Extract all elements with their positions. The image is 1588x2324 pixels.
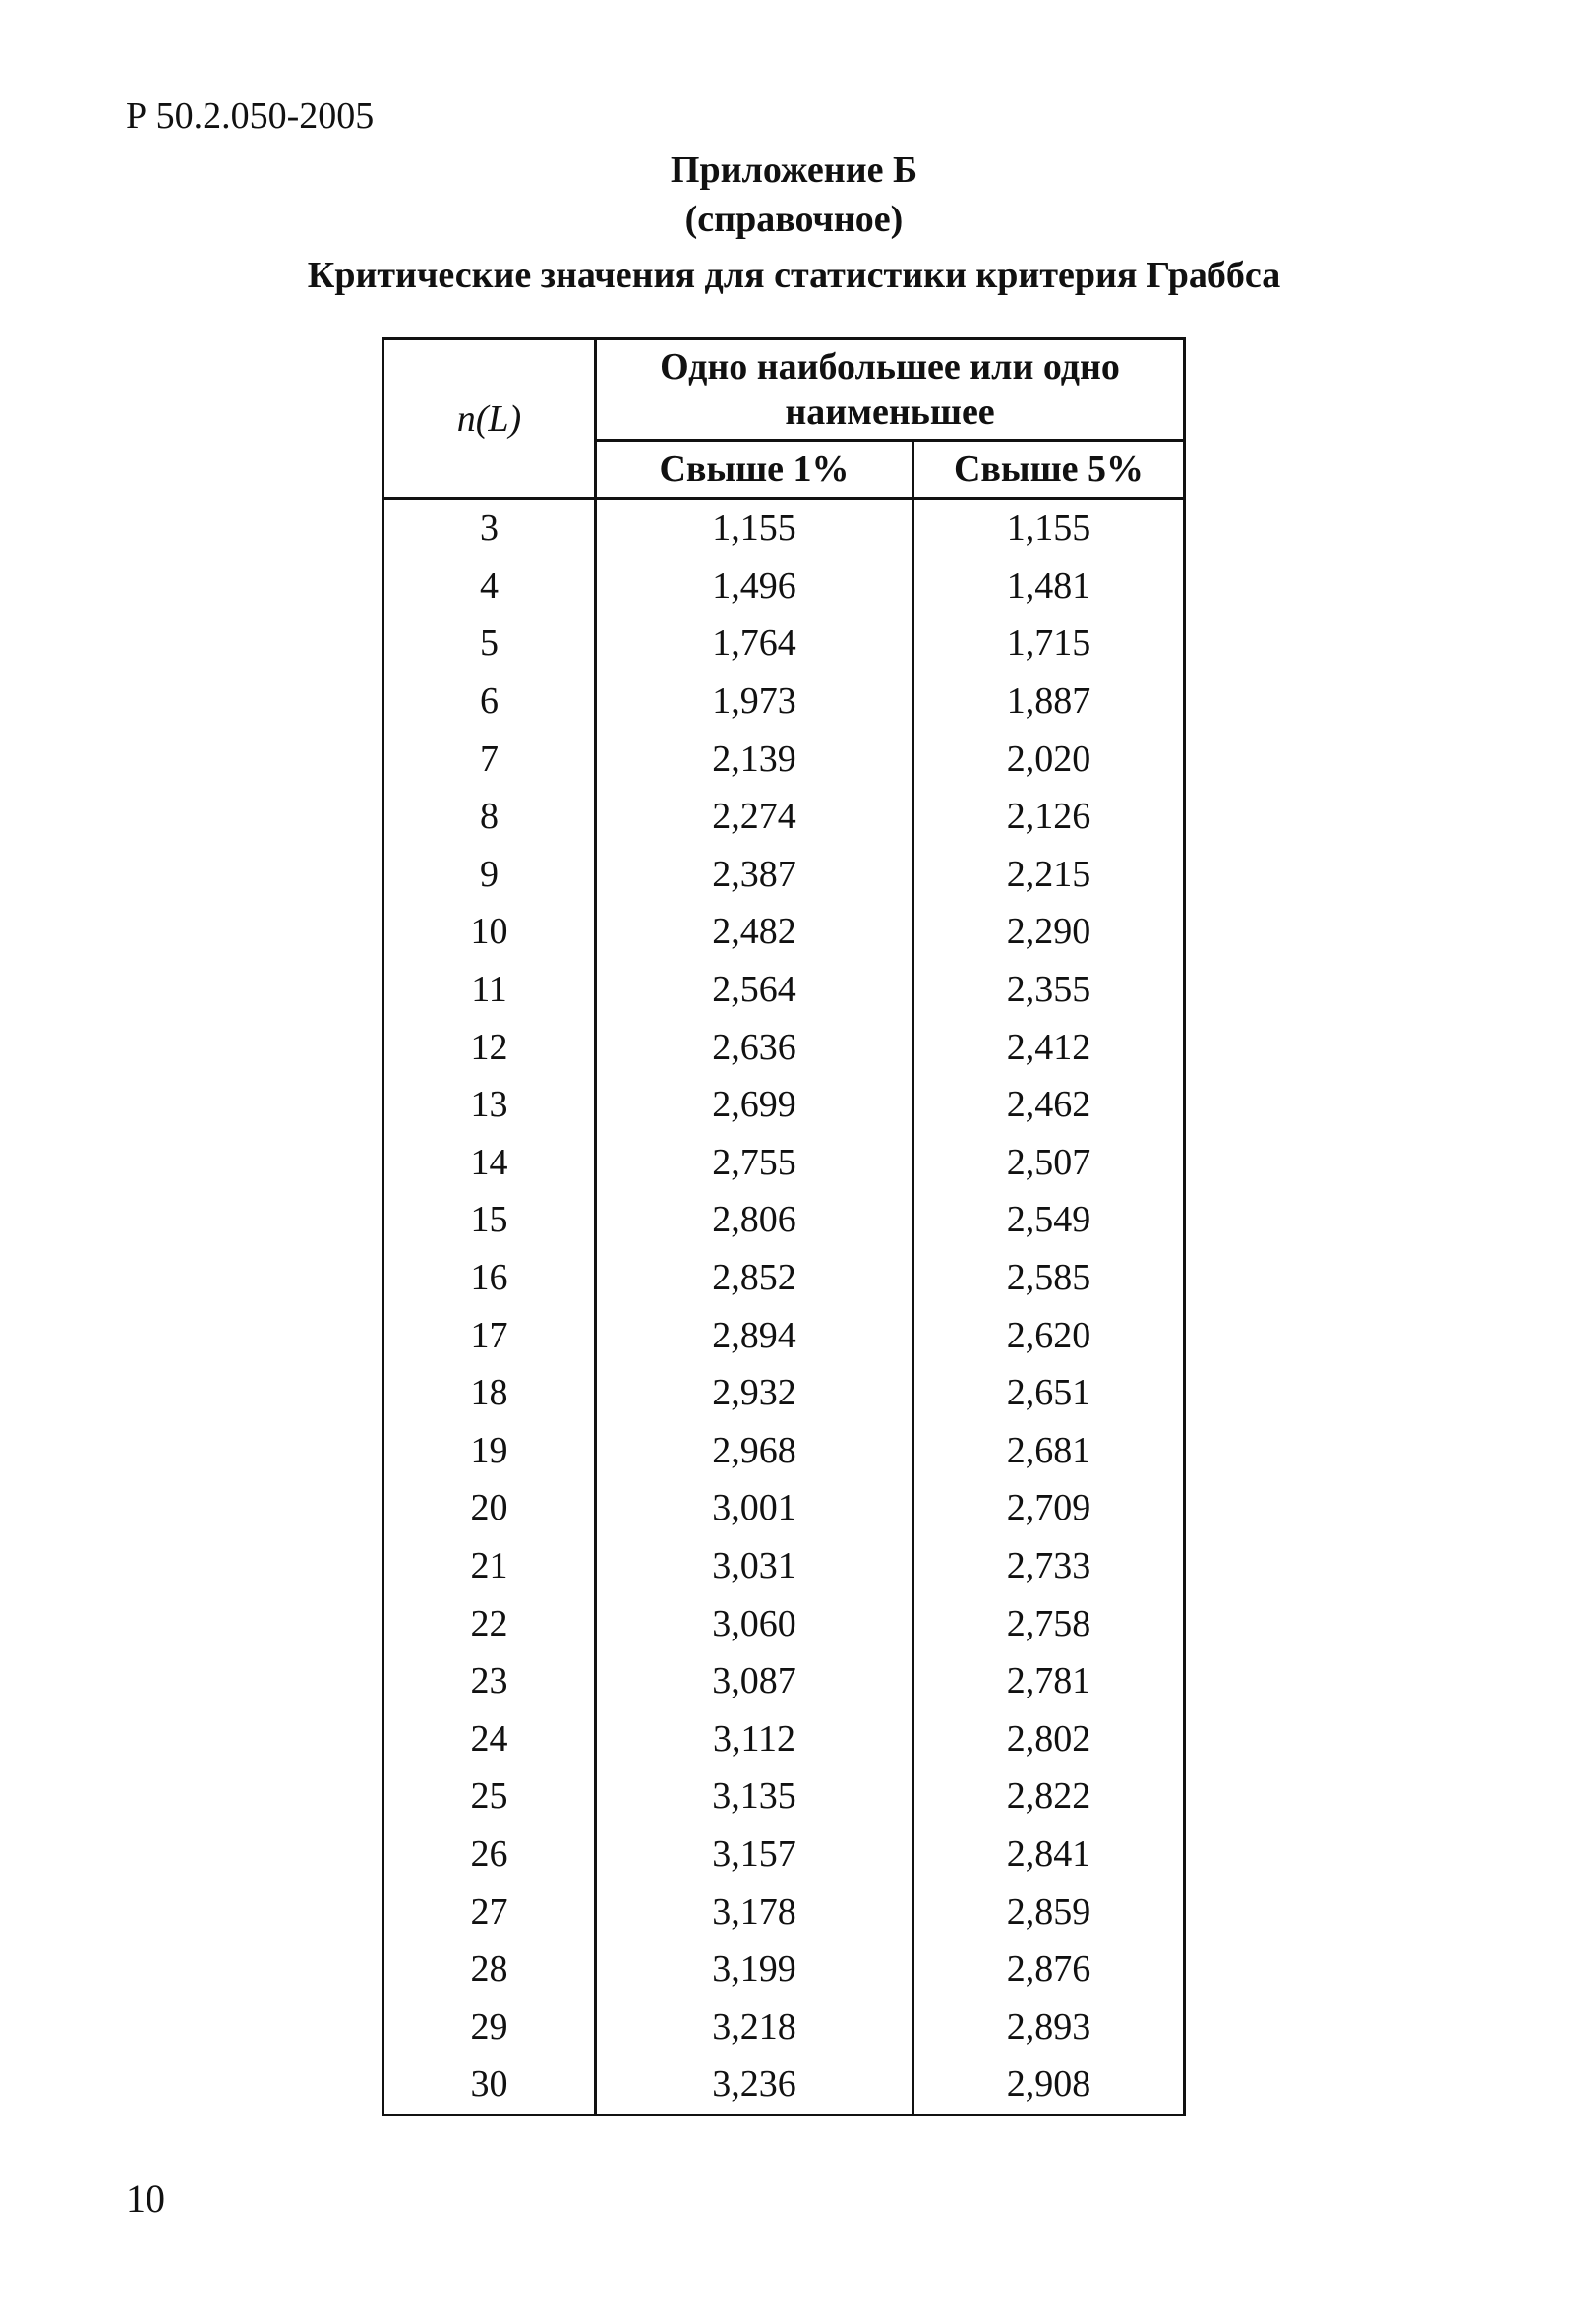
table-row xyxy=(383,673,1185,731)
cell-5pct: 2,681 xyxy=(913,1422,1185,1480)
cell-5pct: 2,462 xyxy=(913,1076,1185,1134)
table-row xyxy=(383,558,1185,616)
cell-1pct: 2,806 xyxy=(596,1191,913,1249)
cell-1pct: 1,155 xyxy=(596,499,913,558)
cell-1pct: 2,932 xyxy=(596,1364,913,1422)
cell-1pct: 2,482 xyxy=(596,903,913,961)
table-caption: Критические значения для статистики критерия Граббса xyxy=(307,255,1281,296)
cell-1pct: 3,178 xyxy=(596,1882,913,1940)
table-row xyxy=(383,846,1185,904)
cell-5pct: 2,781 xyxy=(913,1652,1185,1710)
cell-n: 9 xyxy=(383,846,596,904)
table-row xyxy=(383,961,1185,1019)
table-row xyxy=(383,615,1185,673)
cell-n: 10 xyxy=(383,903,596,961)
cell-5pct: 2,893 xyxy=(913,1997,1185,2056)
cell-1pct: 3,135 xyxy=(596,1767,913,1825)
cell-n: 19 xyxy=(383,1422,596,1480)
cell-n: 22 xyxy=(383,1594,596,1652)
table-row xyxy=(383,1076,1185,1134)
cell-n: 24 xyxy=(383,1709,596,1767)
cell-n: 14 xyxy=(383,1134,596,1192)
column-group-header: Одно наибольшее или одно наименьшее xyxy=(596,339,1185,441)
cell-1pct: 2,852 xyxy=(596,1249,913,1307)
cell-5pct: 1,715 xyxy=(913,615,1185,673)
cell-5pct: 1,887 xyxy=(913,673,1185,731)
cell-n: 12 xyxy=(383,1018,596,1076)
cell-5pct: 2,758 xyxy=(913,1594,1185,1652)
cell-5pct: 2,908 xyxy=(913,2056,1185,2115)
cell-n: 25 xyxy=(383,1767,596,1825)
cell-5pct: 2,215 xyxy=(913,846,1185,904)
cell-5pct: 2,802 xyxy=(913,1709,1185,1767)
table-row xyxy=(383,1997,1185,2056)
cell-5pct: 2,859 xyxy=(913,1882,1185,1940)
table-row xyxy=(383,1882,1185,1940)
cell-n: 6 xyxy=(383,673,596,731)
cell-1pct: 3,112 xyxy=(596,1709,913,1767)
column-header-5pct: Свыше 5% xyxy=(913,441,1185,499)
cell-1pct: 2,755 xyxy=(596,1134,913,1192)
cell-1pct: 2,968 xyxy=(596,1422,913,1480)
cell-5pct: 2,355 xyxy=(913,961,1185,1019)
cell-n: 28 xyxy=(383,1940,596,1998)
cell-n: 16 xyxy=(383,1249,596,1307)
cell-n: 26 xyxy=(383,1825,596,1883)
cell-5pct: 2,020 xyxy=(913,730,1185,788)
column-header-n: n(L) xyxy=(383,339,596,499)
cell-5pct: 2,507 xyxy=(913,1134,1185,1192)
cell-5pct: 2,549 xyxy=(913,1191,1185,1249)
cell-n: 29 xyxy=(383,1997,596,2056)
cell-1pct: 3,001 xyxy=(596,1479,913,1537)
appendix-heading xyxy=(0,146,1588,244)
cell-1pct: 2,564 xyxy=(596,961,913,1019)
cell-n: 30 xyxy=(383,2056,596,2115)
cell-5pct: 1,481 xyxy=(913,558,1185,616)
table-row xyxy=(383,1652,1185,1710)
cell-1pct: 3,218 xyxy=(596,1997,913,2056)
table-row xyxy=(383,499,1185,558)
cell-n: 3 xyxy=(383,499,596,558)
table-row xyxy=(383,1825,1185,1883)
cell-n: 15 xyxy=(383,1191,596,1249)
cell-n: 4 xyxy=(383,558,596,616)
cell-n: 27 xyxy=(383,1882,596,1940)
grubbs-critical-values-table xyxy=(382,337,1186,2116)
cell-5pct: 2,822 xyxy=(913,1767,1185,1825)
cell-n: 11 xyxy=(383,961,596,1019)
cell-5pct: 2,620 xyxy=(913,1306,1185,1364)
table-row xyxy=(383,1537,1185,1595)
table-row xyxy=(383,1306,1185,1364)
cell-1pct: 3,031 xyxy=(596,1537,913,1595)
cell-1pct: 2,139 xyxy=(596,730,913,788)
table-body xyxy=(383,499,1185,2115)
cell-n: 13 xyxy=(383,1076,596,1134)
table-row xyxy=(383,1134,1185,1192)
cell-5pct: 2,709 xyxy=(913,1479,1185,1537)
table-row xyxy=(383,788,1185,846)
cell-1pct: 2,274 xyxy=(596,788,913,846)
document-code: Р 50.2.050-2005 xyxy=(126,95,375,137)
cell-n: 7 xyxy=(383,730,596,788)
cell-5pct: 2,126 xyxy=(913,788,1185,846)
cell-n: 17 xyxy=(383,1306,596,1364)
cell-5pct: 2,412 xyxy=(913,1018,1185,1076)
cell-5pct: 2,733 xyxy=(913,1537,1185,1595)
cell-1pct: 3,060 xyxy=(596,1594,913,1652)
cell-n: 21 xyxy=(383,1537,596,1595)
cell-5pct: 2,651 xyxy=(913,1364,1185,1422)
page-number: 10 xyxy=(126,2176,165,2221)
table-row xyxy=(383,1249,1185,1307)
cell-1pct: 2,699 xyxy=(596,1076,913,1134)
appendix-title: Приложение Б xyxy=(670,149,918,191)
cell-1pct: 3,236 xyxy=(596,2056,913,2115)
cell-5pct: 2,876 xyxy=(913,1940,1185,1998)
cell-n: 18 xyxy=(383,1364,596,1422)
column-header-1pct: Свыше 1% xyxy=(596,441,913,499)
table-row xyxy=(383,1018,1185,1076)
cell-1pct: 3,157 xyxy=(596,1825,913,1883)
appendix-type: (справочное) xyxy=(684,199,904,240)
table-row xyxy=(383,1191,1185,1249)
table-row xyxy=(383,730,1185,788)
cell-5pct: 2,841 xyxy=(913,1825,1185,1883)
table-row xyxy=(383,1422,1185,1480)
cell-n: 5 xyxy=(383,615,596,673)
cell-1pct: 2,636 xyxy=(596,1018,913,1076)
table-row xyxy=(383,1709,1185,1767)
cell-1pct: 1,496 xyxy=(596,558,913,616)
table-row xyxy=(383,2056,1185,2115)
cell-n: 20 xyxy=(383,1479,596,1537)
cell-1pct: 1,973 xyxy=(596,673,913,731)
cell-1pct: 1,764 xyxy=(596,615,913,673)
table-row xyxy=(383,1364,1185,1422)
cell-5pct: 2,290 xyxy=(913,903,1185,961)
cell-5pct: 2,585 xyxy=(913,1249,1185,1307)
table-row xyxy=(383,1767,1185,1825)
cell-1pct: 2,387 xyxy=(596,846,913,904)
cell-n: 23 xyxy=(383,1652,596,1710)
cell-5pct: 1,155 xyxy=(913,499,1185,558)
table-row xyxy=(383,903,1185,961)
cell-1pct: 3,087 xyxy=(596,1652,913,1710)
table-row xyxy=(383,1594,1185,1652)
cell-1pct: 3,199 xyxy=(596,1940,913,1998)
cell-1pct: 2,894 xyxy=(596,1306,913,1364)
table-row xyxy=(383,1940,1185,1998)
cell-n: 8 xyxy=(383,788,596,846)
table-row xyxy=(383,1479,1185,1537)
